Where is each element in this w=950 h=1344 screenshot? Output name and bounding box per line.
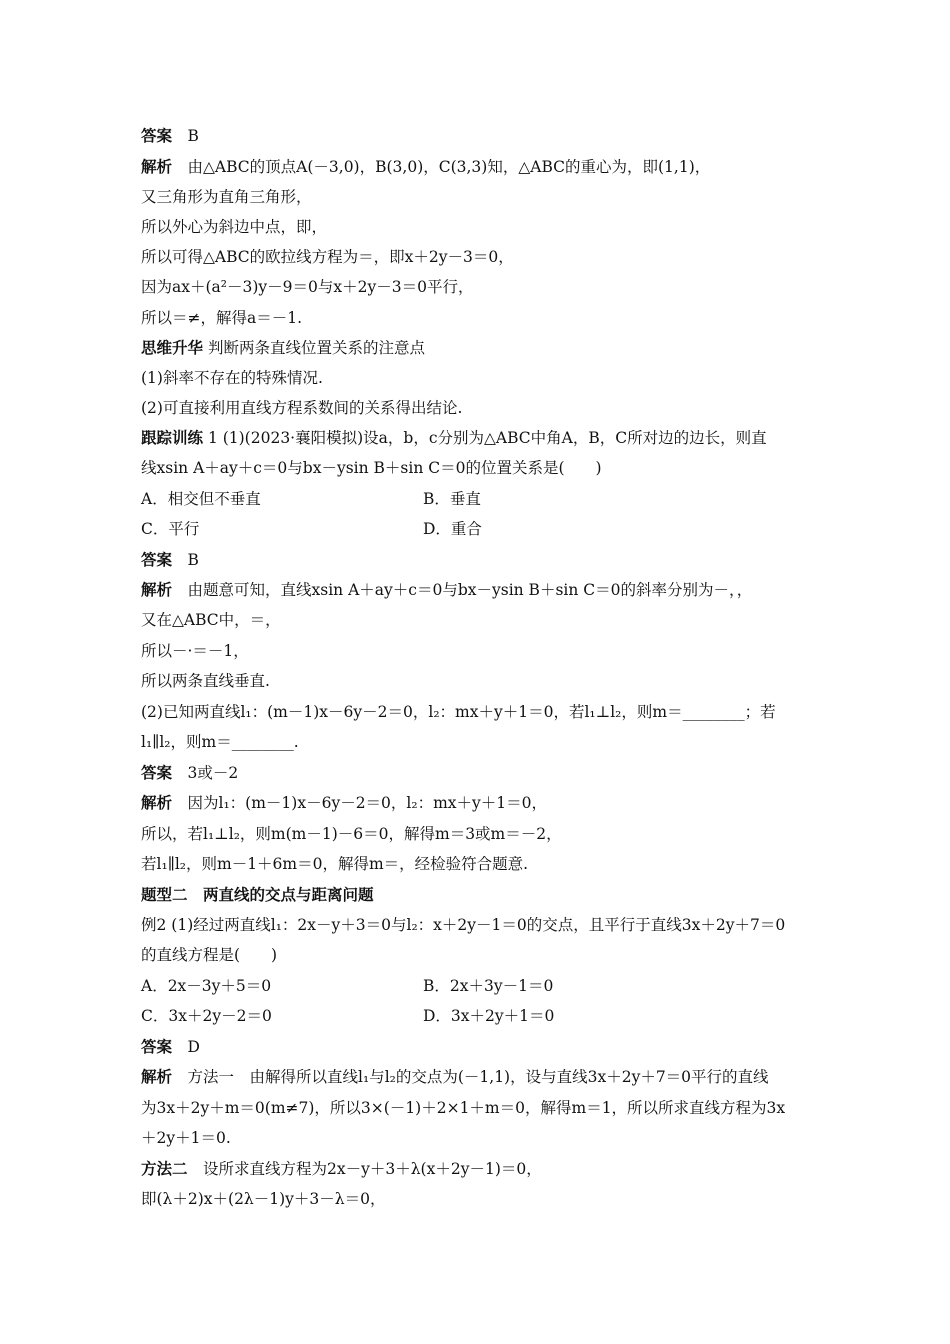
option-c: C．平行 [141, 520, 200, 538]
text-line: 又在△ABC中，＝， [141, 611, 281, 629]
text-line: 若l₁∥l₂，则m－1＋6m＝0，解得m＝，经检验符合题意. [141, 855, 529, 873]
text-line: ＋2y＋1＝0. [141, 1129, 231, 1147]
text-line: 解析 方法一 由解得所以直线l₁与l₂的交点为(－1,1)，设与直线3x＋2y＋7＝0平行的直线 [141, 1067, 769, 1086]
text-line: 所以外心为斜边中点，即， [141, 218, 328, 236]
option-a: A．2x－3y＋5＝0 [141, 977, 272, 995]
text-line: (2)已知两直线l₁：(m－1)x－6y－2＝0，l₂：mx＋y＋1＝0，若l₁⊥l₂，则m＝________；若 [141, 703, 776, 721]
text-line: l₁∥l₂，则m＝________. [141, 733, 299, 751]
text-line: 解析 由△ABC的顶点A(－3,0)，B(3,0)，C(3,3)知，△ABC的重心为，即(1,1)， [141, 157, 711, 176]
option-b: B．垂直 [423, 490, 481, 508]
option-d: D．3x＋2y＋1＝0 [423, 1007, 555, 1025]
text-line: 方法二 设所求直线方程为2x－y＋3＋λ(x＋2y－1)＝0， [141, 1159, 542, 1178]
text-line: 又三角形为直角三角形， [141, 188, 312, 206]
text-line: (1)斜率不存在的特殊情况. [141, 369, 323, 387]
text-line: 所以－·＝－1， [141, 642, 249, 660]
text-line: 解析 由题意可知，直线xsin A＋ay＋c＝0与bx－ysin B＋sin C＝0的斜率分别为－，， [141, 580, 753, 599]
text-line: 线xsin A＋ay＋c＝0与bx－ysin B＋sin C＝0的位置关系是( ) [141, 459, 602, 477]
text-line: 答案 D [141, 1037, 200, 1056]
text-line: (2)可直接利用直线方程系数间的关系得出结论. [141, 399, 463, 417]
text-line: 跟踪训练 1 (1)(2023·襄阳模拟)设a，b，c分别为△ABC中角A，B，C所对边的边长，则直 [141, 428, 767, 447]
option-a: A．相交但不垂直 [141, 490, 261, 508]
text-line: 所以两条直线垂直. [141, 672, 270, 690]
text-line: 所以，若l₁⊥l₂，则m(m－1)－6＝0，解得m＝3或m＝－2， [141, 825, 562, 843]
option-c: C．3x＋2y－2＝0 [141, 1007, 272, 1025]
option-b: B．2x＋3y－1＝0 [423, 977, 554, 995]
text-line: 为3x＋2y＋m＝0(m≠7)，所以3×(－1)＋2×1＋m＝0，解得m＝1，所以所求直线方程为3x [141, 1099, 786, 1117]
text-line: 的直线方程是( ) [141, 946, 278, 964]
option-d: D．重合 [423, 520, 482, 538]
text-line: 因为ax＋(a²－3)y－9＝0与x＋2y－3＝0平行， [141, 278, 474, 296]
text-line: 解析 因为l₁：(m－1)x－6y－2＝0，l₂：mx＋y＋1＝0， [141, 793, 548, 812]
text-line: 思维升华 判断两条直线位置关系的注意点 [141, 338, 425, 357]
text-line: 答案 B [141, 126, 199, 145]
text-line: 即(λ＋2)x＋(2λ－1)y＋3－λ＝0， [141, 1190, 386, 1208]
text-line: 所以＝≠，解得a＝－1. [141, 309, 303, 327]
text-line: 例2 (1)经过两直线l₁：2x－y＋3＝0与l₂：x＋2y－1＝0的交点，且平行于直线3x＋2y＋7＝0 [141, 916, 786, 934]
section-heading: 题型二 两直线的交点与距离问题 [141, 885, 374, 904]
text-line: 所以可得△ABC的欧拉线方程为＝，即x＋2y－3＝0， [141, 248, 514, 266]
text-line: 答案 B [141, 550, 199, 569]
text-line: 答案 3或－2 [141, 763, 239, 782]
